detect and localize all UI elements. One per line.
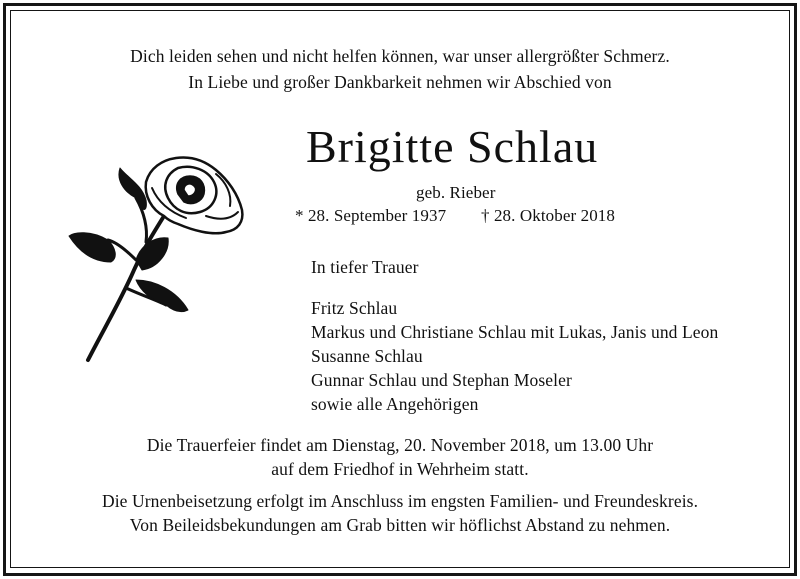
- mourner-line: Markus und Christiane Schlau mit Lukas, Janis und Leon: [311, 322, 719, 342]
- mourning-phrase: In tiefer Trauer: [311, 257, 419, 277]
- mourner-line: Fritz Schlau: [311, 298, 398, 318]
- ceremony-line-1: Die Trauerfeier findet am Dienstag, 20. November 2018, um 13.00 Uhr: [146, 435, 654, 455]
- birth-date: * 28. September 1937: [295, 206, 447, 225]
- urn-line-1: Die Urnenbeisetzung erfolgt im Anschluss im engsten Familien- und Freundeskreis.: [101, 491, 699, 511]
- mourner-line: sowie alle Angehörigen: [311, 394, 479, 414]
- deceased-name: Brigitte Schlau: [306, 121, 599, 172]
- mourner-line: Gunnar Schlau und Stephan Moseler: [311, 370, 572, 390]
- death-date: † 28. Oktober 2018: [481, 206, 616, 225]
- mourner-line: Susanne Schlau: [311, 346, 423, 366]
- intro-line-1: Dich leiden sehen und nicht helfen können, war unser allergrößter Schmerz.: [130, 46, 670, 66]
- rose-icon: [66, 150, 248, 365]
- intro-line-2: In Liebe und großer Dankbarkeit nehmen wir Abschied von: [188, 72, 612, 92]
- maiden-name: geb. Rieber: [416, 183, 496, 202]
- urn-line-2: Von Beileidsbekundungen am Grab bitten wir höflichst Abstand zu nehmen.: [129, 515, 671, 535]
- ceremony-line-2: auf dem Friedhof in Wehrheim statt.: [271, 459, 529, 479]
